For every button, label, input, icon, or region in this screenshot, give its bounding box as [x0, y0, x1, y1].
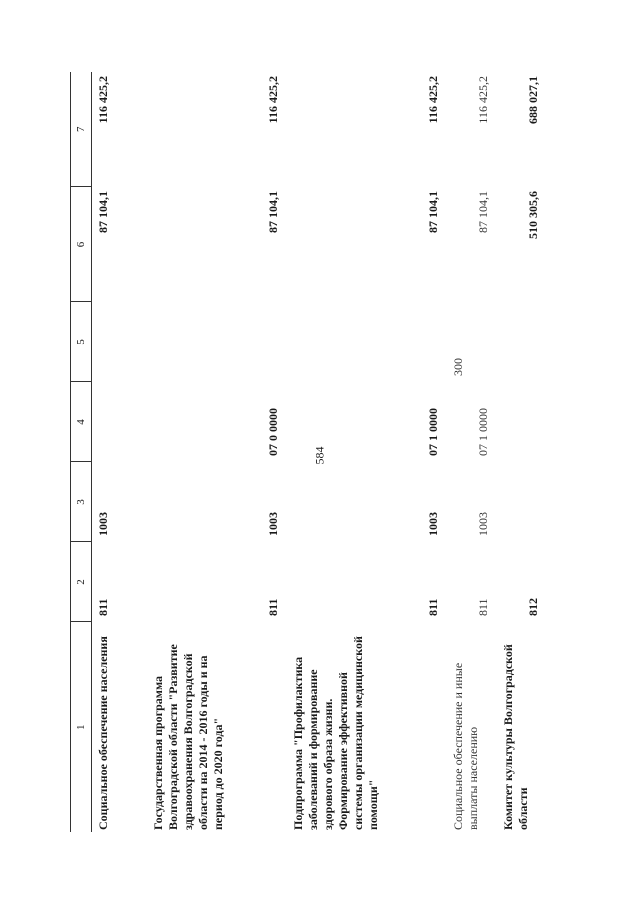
cell-section: 1003 — [266, 512, 280, 536]
cell-section: 1003 — [96, 512, 110, 536]
table-row — [92, 72, 148, 832]
row-name: Комитет культуры Волгоградской области — [501, 644, 530, 830]
cell-expense-type — [497, 302, 547, 382]
table-row — [147, 72, 287, 832]
cell-ministry: 811 — [476, 598, 490, 616]
cell-section — [497, 462, 547, 542]
header-cell: 1 — [71, 622, 92, 832]
cell-ministry: 811 — [96, 598, 110, 616]
header-cell: 3 — [71, 462, 92, 542]
cell-amount-1: 87 104,1 — [96, 191, 110, 233]
header-cell: 2 — [71, 542, 92, 622]
cell-ministry: 811 — [426, 598, 440, 616]
row-name: Социальное обеспечение населения — [96, 636, 110, 830]
cell-amount-2: 688 027,1 — [526, 76, 540, 124]
cell-target: 07 1 0000 — [426, 408, 440, 456]
cell-expense-type — [147, 302, 287, 382]
header-row — [71, 72, 92, 832]
cell-expense-type: 300 — [451, 358, 465, 376]
table-row — [287, 72, 447, 832]
row-name: Государственная программа Волгоградской области "Развитие здравоохранения Волгоградской области на 2014 - 2016 годы и на период до 2020 года" — [151, 644, 225, 830]
cell-amount-2: 116 425,2 — [426, 76, 440, 124]
header-cell: 5 — [71, 302, 92, 382]
rotated-table-wrapper — [70, 72, 540, 832]
cell-amount-2: 116 425,2 — [476, 76, 490, 124]
cell-target — [92, 382, 148, 462]
header-cell: 6 — [71, 187, 92, 302]
cell-section: 1003 — [426, 512, 440, 536]
budget-table — [70, 72, 547, 832]
header-cell: 7 — [71, 72, 92, 187]
cell-amount-1: 510 305,6 — [526, 191, 540, 239]
row-name: Социальное обеспечение и иные выплаты населению — [451, 662, 480, 830]
table-row — [447, 72, 497, 832]
cell-expense-type — [92, 302, 148, 382]
cell-target — [497, 382, 547, 462]
table-row — [497, 72, 547, 832]
cell-amount-1: 87 104,1 — [476, 191, 490, 233]
cell-expense-type — [287, 302, 447, 382]
cell-amount-2: 116 425,2 — [266, 76, 280, 124]
cell-amount-2: 116 425,2 — [96, 76, 110, 124]
cell-ministry: 811 — [266, 598, 280, 616]
cell-section: 1003 — [476, 512, 490, 536]
cell-ministry: 812 — [526, 598, 540, 616]
cell-amount-1: 87 104,1 — [266, 191, 280, 233]
cell-target: 07 0 0000 — [266, 408, 280, 456]
header-cell: 4 — [71, 382, 92, 462]
cell-target: 07 1 0000 — [476, 408, 490, 456]
row-name: Подпрограмма "Профилактика заболеваний и формирование здорового образа жизни. Формирование эффективной системы организации медицинской помощи" — [291, 636, 380, 830]
page-number: 584 — [312, 446, 327, 465]
cell-amount-1: 87 104,1 — [426, 191, 440, 233]
